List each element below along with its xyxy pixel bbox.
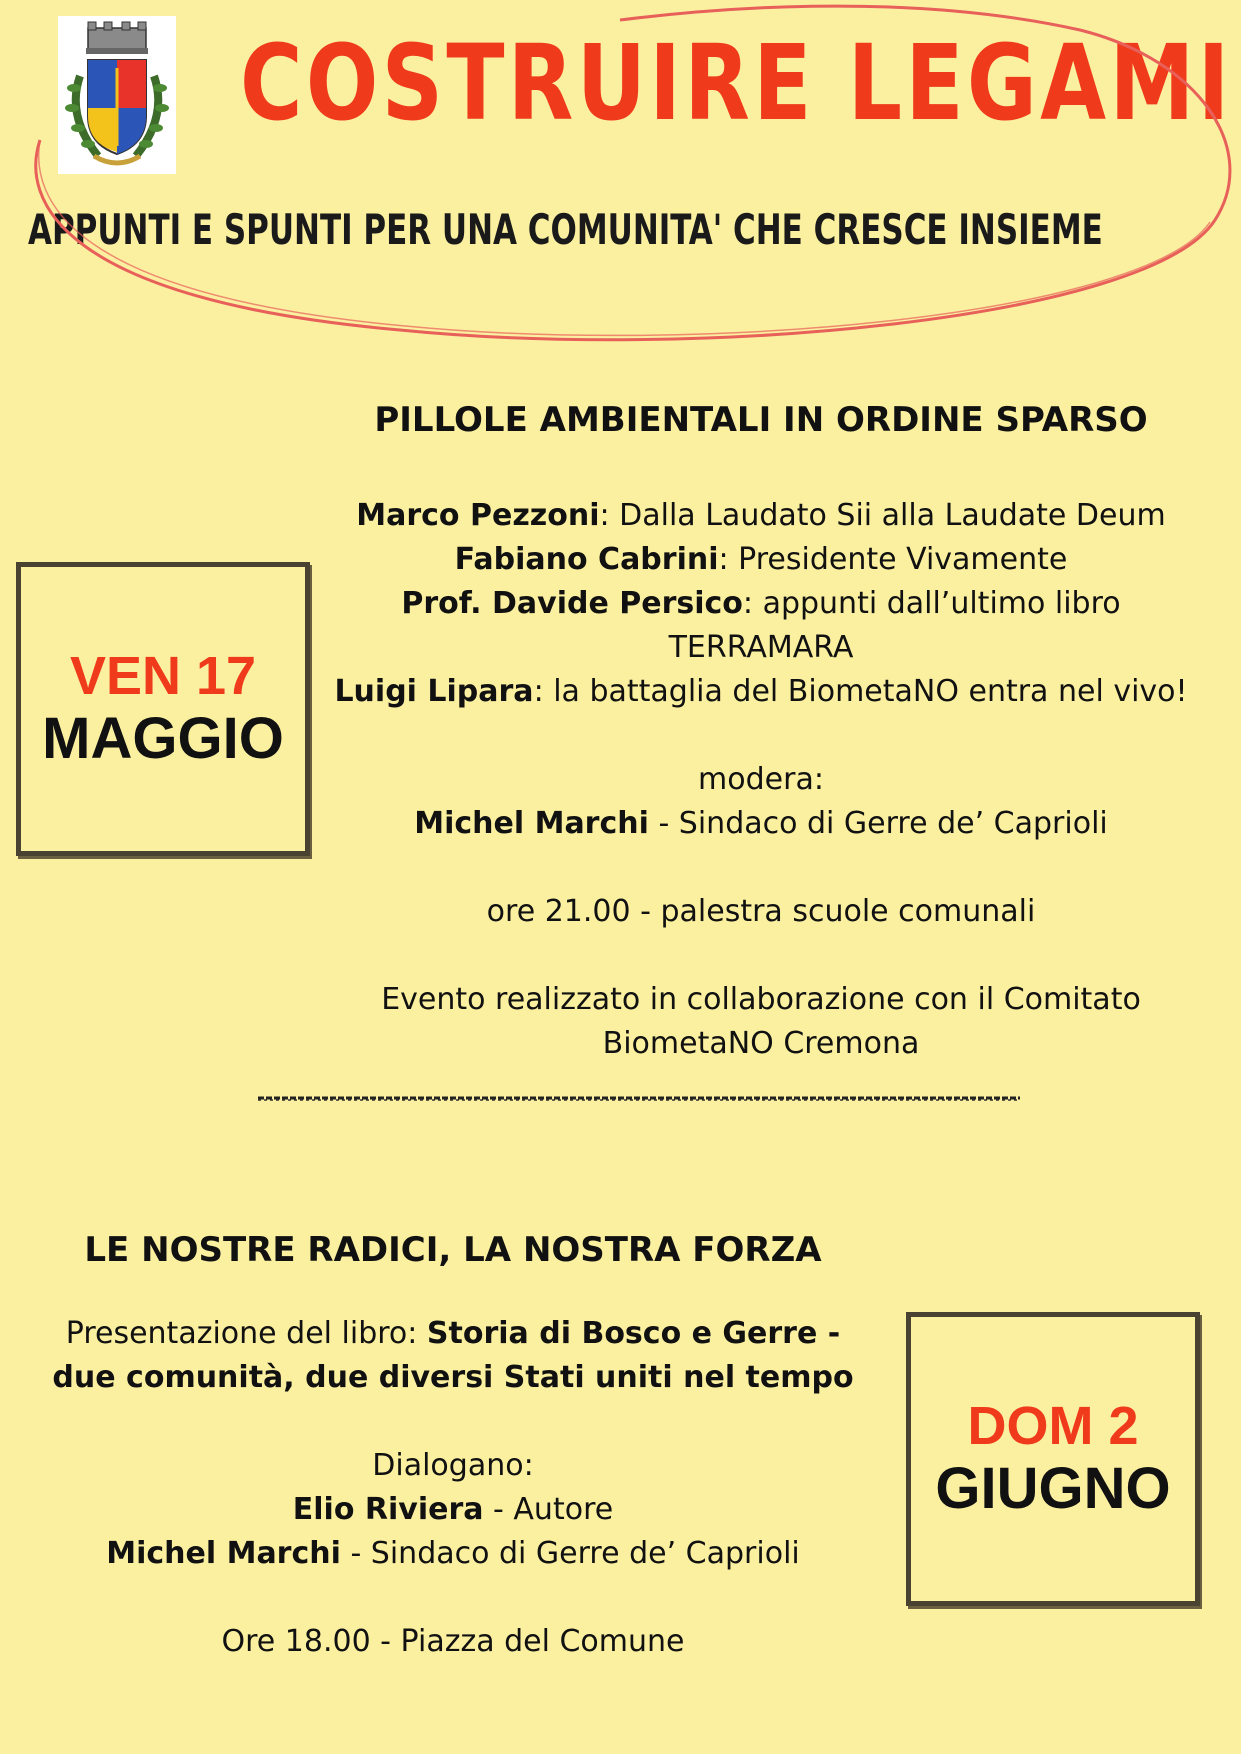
book-title-cont: due comunità, due diversi Stati uniti nel tempo <box>52 1360 854 1395</box>
speaker-2: Fabiano Cabrini: Presidente Vivamente <box>454 542 1068 577</box>
event1-time-place: ore 21.00 - palestra scuole comunali <box>486 894 1036 929</box>
collab-line-2: BiometaNO Cremona <box>602 1026 920 1061</box>
event2-date-month: GIUGNO <box>935 1456 1171 1521</box>
event2-speaker-2: Michel Marchi - Sindaco di Gerre de’ Caprioli <box>106 1536 800 1571</box>
municipal-coat-of-arms-icon <box>58 16 176 174</box>
section-divider <box>258 1094 1020 1102</box>
moderator-label: modera: <box>698 762 824 797</box>
page-title: COSTRUIRE LEGAMI <box>240 22 1233 144</box>
event2-date-day: DOM 2 <box>967 1396 1139 1456</box>
event2-heading: LE NOSTRE RADICI, LA NOSTRA FORZA <box>84 1230 822 1270</box>
event1-date-month: MAGGIO <box>42 706 284 771</box>
event2-date-box <box>906 1312 1200 1606</box>
speaker-3-topic-cont: TERRAMARA <box>668 630 854 665</box>
collab-line-1: Evento realizzato in collaborazione con il Comitato <box>381 982 1141 1017</box>
event1-details <box>318 390 1204 1066</box>
speaker-1: Marco Pezzoni: Dalla Laudato Sii alla Laudate Deum <box>356 498 1166 533</box>
moderator: Michel Marchi - Sindaco di Gerre de’ Caprioli <box>414 806 1108 841</box>
event2-speaker-1: Elio Riviera - Autore <box>292 1492 614 1527</box>
event1-date-box <box>16 562 310 856</box>
speaker-4: Luigi Lipara: la battaglia del BiometaNO entra nel vivo! <box>334 674 1188 709</box>
book-intro: Presentazione del libro: Storia di Bosco e Gerre - <box>65 1316 841 1351</box>
municipal-crest <box>58 16 176 174</box>
event2-time-place: Ore 18.00 - Piazza del Comune <box>221 1624 685 1659</box>
dialog-label: Dialogano: <box>372 1448 534 1483</box>
event2-details <box>20 1220 886 1664</box>
speaker-3: Prof. Davide Persico: appunti dall’ultimo libro <box>401 586 1121 621</box>
page-subtitle: APPUNTI E SPUNTI PER UNA COMUNITA' CHE CRESCE INSIEME <box>28 205 1103 254</box>
event1-heading: PILLOLE AMBIENTALI IN ORDINE SPARSO <box>374 400 1148 440</box>
event1-date-day: VEN 17 <box>69 646 257 706</box>
